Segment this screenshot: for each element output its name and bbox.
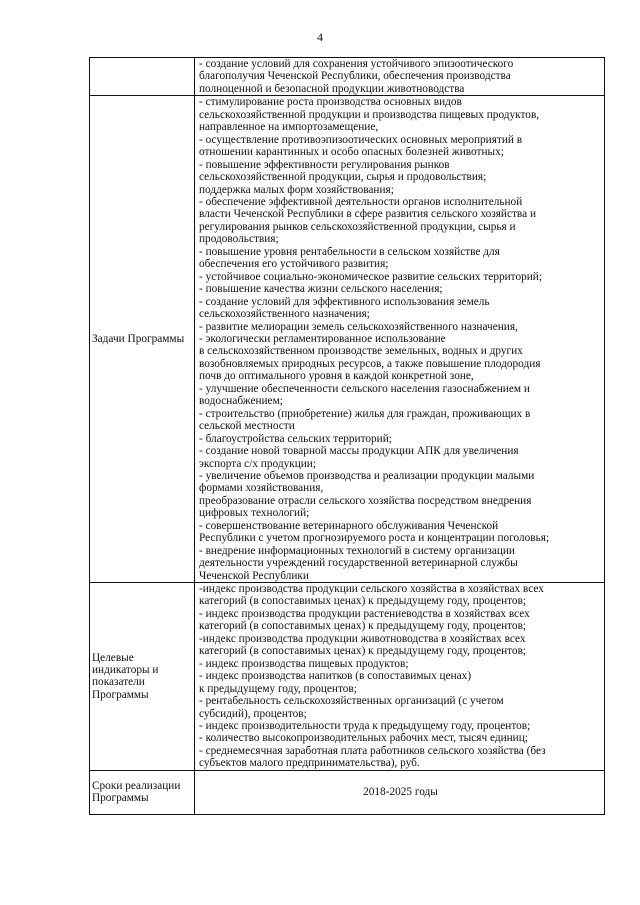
text-line: - среднемесячная заработная плата работников сельского хозяйства (без [199,744,546,757]
text-line: продовольствия; [199,233,279,246]
text-line: - стимулирование роста производства основных видов [199,96,462,109]
text-line: направленное на импортозамещение, [199,121,379,134]
text-line: - развитие мелиорации земель сельскохозяйственного назначения, [199,320,518,333]
row-label: Сроки реализации Программы [90,770,195,814]
text-line: сельскохозяйственной продукции, сырья и продовольствия; [199,171,487,184]
text-line: субъектов малого предпринимательства), руб. [199,757,420,770]
text-line: - создание новой товарной массы продукции АПК для увеличения [199,445,519,458]
text-line: формами хозяйствования, [199,482,324,495]
text-line: - осуществление противоэпизоотических основных мероприятий в [199,133,523,146]
text-line: водоснабжением; [199,395,283,408]
text-line: полноценной и безопасной продукции животноводства [199,82,465,95]
text-line: власти Чеченской Республики в сфере развития сельского хозяйства и [199,208,537,221]
text-line: экспорта с/х продукции; [199,457,316,470]
period-value: 2018-2025 годы [195,770,605,814]
passport-row [90,58,605,96]
row-content [195,58,605,96]
text-line: категорий (в сопоставимых ценах) к предыдущему году, процентов; [199,620,527,633]
row-label: Целевые индикаторы и показатели Программы [90,583,195,771]
text-line: - совершенствование ветеринарного обслуживания Чеченской [199,519,499,532]
page-number: 4 [317,30,323,44]
text-line: - количество высокопроизводительных рабочих мест, тысяч единиц; [199,732,528,745]
program-passport-table [89,57,605,815]
text-line: - обеспечение эффективной деятельности органов исполнительной [199,195,523,208]
text-line: - создание условий для эффективного использования земель [199,295,490,308]
passport-row [90,583,605,771]
text-line: - повышение уровня рентабельности в сельском хозяйстве для [199,245,500,258]
row-content [195,96,605,583]
text-line: благополучия Чеченской Республики, обеспечения производства [199,70,511,83]
text-line: - повышение качества жизни сельского населения; [199,283,443,296]
text-line: Чеченской Республики [199,569,309,582]
passport-table-body [90,58,605,815]
text-line: деятельности учреждений государственной ветеринарной службы [199,557,518,570]
text-line: -индекс производства продукции сельского хозяйства в хозяйствах всех [199,583,544,596]
text-line: сельскохозяйственной продукции и производства пищевых продуктов, [199,108,540,121]
text-line: - увеличение объемов производства и реализации продукции малыми [199,469,535,482]
text-line: - создание условий для сохранения устойчивого эпизоотического [199,58,514,70]
text-line: субсидий), процентов; [199,707,307,720]
text-line: сельскохозяйственного назначения; [199,308,370,321]
text-line: почв до оптимального уровня в каждой конкретной зоне, [199,370,474,383]
text-line: - индекс производительности труда к предыдущему году, процентов; [199,720,531,733]
text-line: Республики с учетом прогнозируемого роста и концентрации поголовья; [199,532,550,545]
text-line: - индекс производства продукции растениеводства в хозяйствах всех [199,607,530,620]
text-line: -индекс производства продукции животноводства в хозяйствах всех [199,632,526,645]
text-line: в сельскохозяйственном производстве земельных, водных и других [199,345,523,358]
text-line: - внедрение информационных технологий в систему организации [199,544,515,557]
row-label [90,58,195,96]
text-line: - строительство (приобретение) жилья для граждан, проживающих в [199,407,531,420]
text-line: отношении карантинных и особо опасных болезней животных; [199,146,504,159]
text-line: категорий (в сопоставимых ценах) к предыдущему году, процентов; [199,595,527,608]
text-line: к предыдущему году, процентов; [199,682,357,695]
passport-row [90,96,605,583]
text-line: категорий (в сопоставимых ценах) к предыдущему году, процентов; [199,645,527,658]
text-line: - благоустройства сельских территорий; [199,432,392,445]
text-line: поддержка малых форм хозяйствования; [199,183,394,196]
text-line: - экологически регламентированное использование [199,332,446,345]
text-line: - индекс производства напитков (в сопоставимых ценах) [199,670,472,683]
text-line: - устойчивое социально-экономическое развитие сельских территорий; [199,270,542,283]
text-line: - рентабельность сельскохозяйственных организаций (с учетом [199,695,504,708]
row-content [195,583,605,771]
text-line: - улучшение обеспеченности сельского населения газоснабжением и [199,382,530,395]
text-line: - повышение эффективности регулирования рынков [199,158,450,171]
text-line: возобновляемых природных ресурсов, а также повышение плодородия [199,357,541,370]
text-line: сельской местности [199,420,295,433]
text-line: обеспечения его устойчивого развития; [199,258,389,271]
text-line: - индекс производства пищевых продуктов; [199,657,409,670]
passport-row [90,770,605,814]
text-line: цифровых технологий; [199,507,310,520]
text-line: преобразование отрасли сельского хозяйства посредством внедрения [199,494,532,507]
row-label: Задачи Программы [90,96,195,583]
text-line: регулирования рынков сельскохозяйственной продукции, сырья и [199,220,516,233]
